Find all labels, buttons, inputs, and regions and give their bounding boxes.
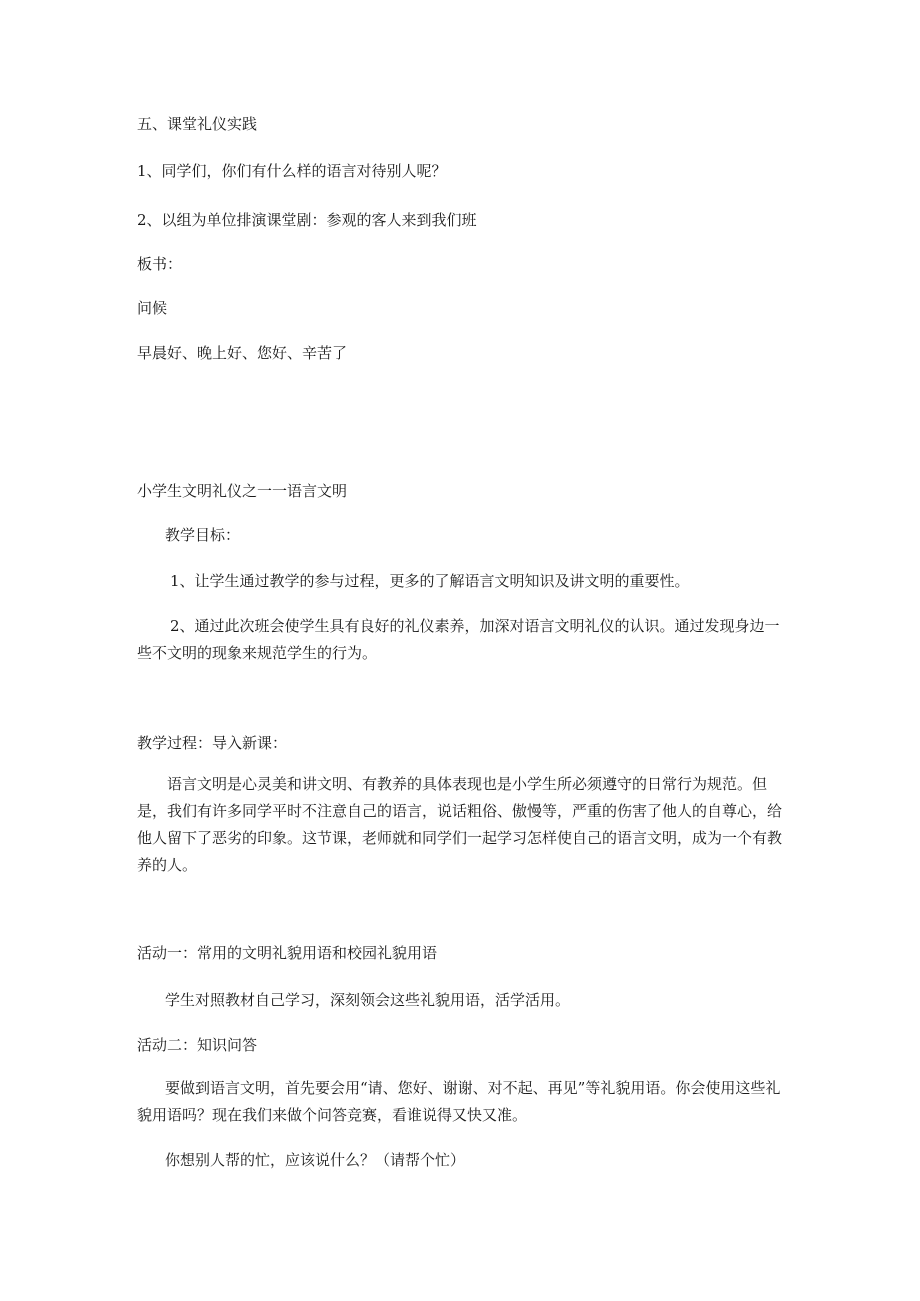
- goals-label: 教学目标：: [165, 526, 241, 544]
- lesson-title: 小学生文明礼仪之一一语言文明: [137, 482, 348, 500]
- board-phrases: 早晨好、晚上好、您好、辛苦了: [137, 344, 348, 362]
- activity2-question: 你想别人帮的忙，应该说什么？（请帮个忙）: [165, 1151, 466, 1169]
- board-topic: 问候: [137, 299, 168, 317]
- board-label: 板书：: [137, 255, 183, 273]
- activity2-title: 活动二：知识问答: [137, 1036, 258, 1054]
- activity2-text: 要做到语言文明，首先要会用“请、您好、谢谢、对不起、再见”等礼貌用语。你会使用这些礼貌用语吗？现在我们来做个问答竞赛，看谁说得又快又准。: [137, 1079, 781, 1124]
- activity1-title: 活动一：常用的文明礼貌用语和校园礼貌用语: [137, 944, 438, 962]
- process-label: 教学过程：导入新课：: [137, 734, 288, 752]
- section-heading: 五、课堂礼仪实践: [137, 115, 258, 133]
- practice-item-2: 2、以组为单位排演课堂剧：参观的客人来到我们班: [137, 211, 477, 229]
- practice-item-1: 1、同学们，你们有什么样的语言对待别人呢？: [137, 162, 447, 180]
- goal-item-2: 2、通过此次班会使学生具有良好的礼仪素养，加深对语言文明礼仪的认识。通过发现身边一些不文明的现象来规范学生的行为。: [137, 617, 780, 662]
- activity1-text: 学生对照教材自己学习，深刻领会这些礼貌用语，活学活用。: [165, 991, 571, 1009]
- intro-paragraph: 语言文明是心灵美和讲文明、有教养的具体表现也是小学生所必须遵守的日常行为规范。但是，我们有许多同学平时不注意自己的语言，说话粗俗、傲慢等，严重的伤害了他人的自尊心，给他人留下了恶劣的印象。这节课，老师就和同学们一起学习怎样使自己的语言文明，成为一个有教养的人。: [137, 775, 783, 874]
- goal-item-1: 1、让学生通过教学的参与过程，更多的了解语言文明知识及讲文明的重要性。: [170, 572, 690, 590]
